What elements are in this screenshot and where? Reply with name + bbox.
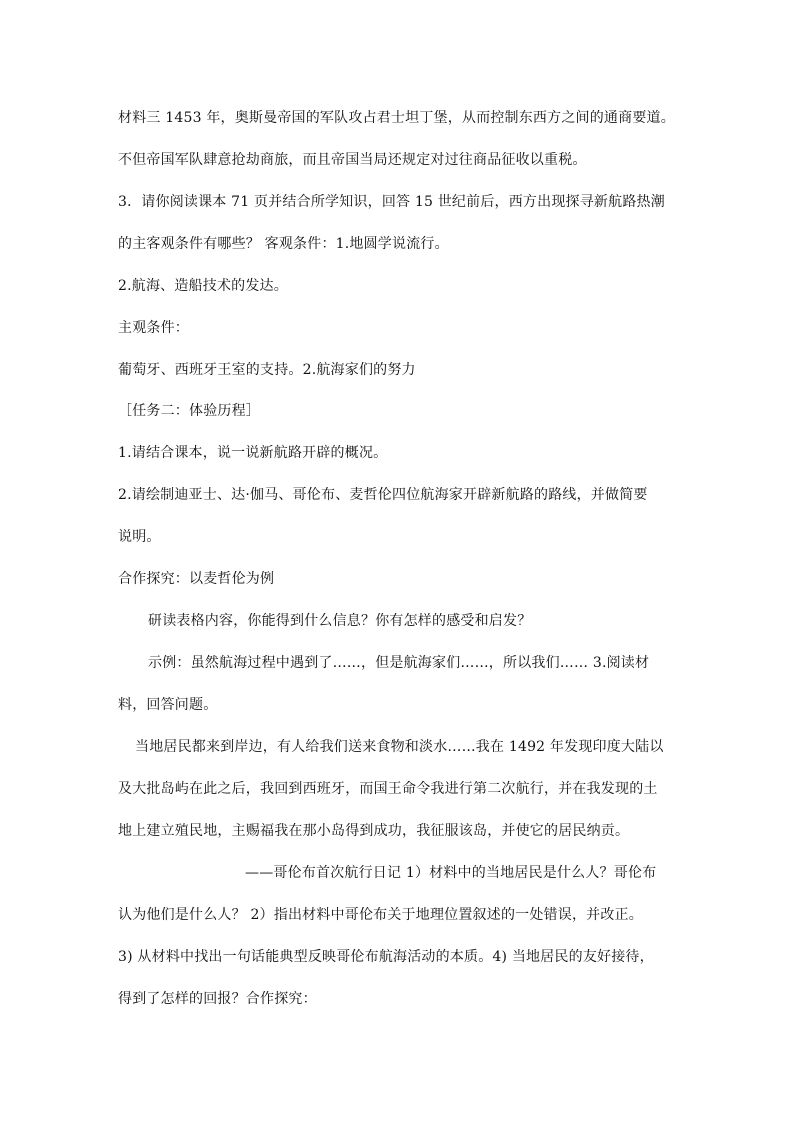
question-line: 得到了怎样的回报？合作探究： bbox=[118, 991, 317, 1007]
text-line: 2.请绘制迪亚士、达·伽马、哥伦布、麦哲伦四位航海家开辟新航路的路线，并做简要 bbox=[118, 487, 648, 503]
question-line: 3) 从材料中找出一句话能典型反映哥伦布航海活动的本质。4) 当地居民的友好接待， bbox=[118, 949, 654, 965]
question-line: 认为他们是什么人？ 2）指出材料中哥伦布关于地理位置叙述的一处错误，并改正。 bbox=[118, 907, 643, 923]
task-heading: ［任务二：体验历程］ bbox=[118, 403, 260, 419]
text-line: 示例：虽然航海过程中遇到了……，但是航海家们……，所以我们…… 3.阅读材 bbox=[148, 655, 650, 671]
text-line: 主观条件： bbox=[118, 320, 189, 336]
text-line: 不但帝国军队肆意抢劫商旅，而且帝国当局还规定对过往商品征收以重税。 bbox=[118, 152, 587, 168]
text-line: 1.请结合课本，说一说新航路开辟的概况。 bbox=[118, 445, 388, 461]
quote-line: 及大批岛屿在此之后，我回到西班牙，而国王命令我进行第二次航行，并在我发现的土 bbox=[118, 781, 658, 797]
quote-line: 地上建立殖民地，主赐福我在那小岛得到成功，我征服该岛，并使它的居民纳贡。 bbox=[118, 823, 630, 839]
text-line: 2.航海、造船技术的发达。 bbox=[118, 278, 288, 294]
text-line: 料，回答问题。 bbox=[118, 697, 218, 713]
text-line: 葡萄牙、西班牙王室的支持。2.航海家们的努力 bbox=[118, 362, 416, 378]
text-line: 研读表格内容，你能得到什么信息？你有怎样的感受和启发？ bbox=[148, 613, 532, 629]
text-line: 的主客观条件有哪些？ 客观条件：1.地圆学说流行。 bbox=[118, 236, 449, 252]
text-line: 合作探究：以麦哲伦为例 bbox=[118, 571, 275, 587]
text-line: 说明。 bbox=[118, 529, 161, 545]
source-line: ——哥伦布首次航行日记 1）材料中的当地居民是什么人？哥伦布 bbox=[245, 865, 657, 881]
quote-line: 当地居民都来到岸边，有人给我们送来食物和淡水……我在 1492 年发现印度大陆以 bbox=[135, 739, 664, 755]
text-line: 3．请你阅读课本 71 页并结合所学知识，回答 15 世纪前后，西方出现探寻新航路热潮 bbox=[118, 194, 665, 210]
text-line: 材料三 1453 年，奥斯曼帝国的军队攻占君士坦丁堡，从而控制东西方之间的通商要道。 bbox=[118, 110, 675, 126]
